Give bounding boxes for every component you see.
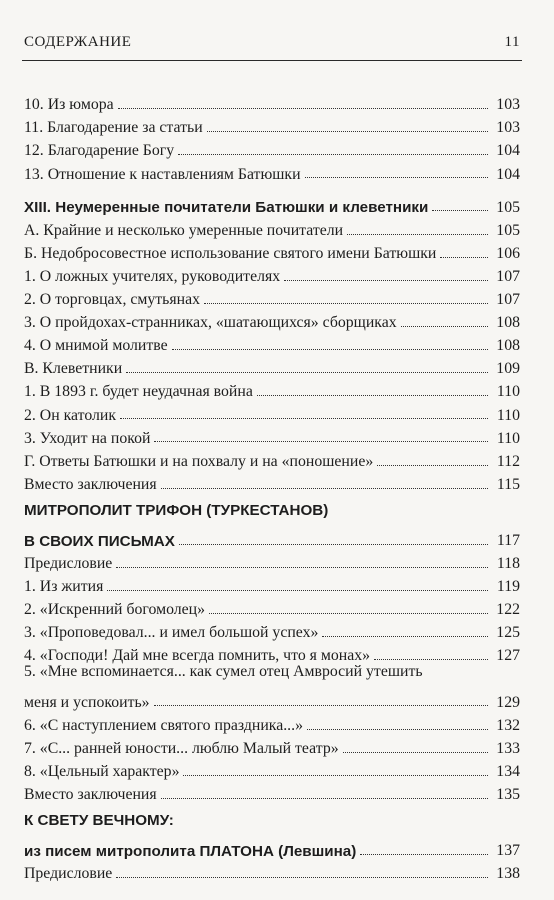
toc-entry-title: А. Крайние и несколько умеренные почитатели xyxy=(24,221,344,239)
toc-entry-title: 2. «Искренний богомолец» xyxy=(24,601,206,619)
dot-leader xyxy=(305,177,488,178)
toc-entry-page: 105 xyxy=(496,198,520,216)
dot-leader xyxy=(322,636,488,637)
toc-entry xyxy=(24,377,520,400)
dot-leader xyxy=(178,154,488,155)
dot-leader xyxy=(172,349,488,350)
toc-entry-page: 138 xyxy=(496,865,520,883)
toc-entry-title: Предисловие xyxy=(24,555,113,573)
toc-entry-title: 3. Уходит на покой xyxy=(24,429,151,447)
dot-leader xyxy=(179,544,488,545)
toc-entry-page: 122 xyxy=(496,601,520,619)
dot-leader xyxy=(284,280,488,281)
dot-leader xyxy=(118,108,488,109)
toc-section-entry xyxy=(24,192,520,215)
toc-entry xyxy=(24,400,520,423)
toc-entry-title: 1. О ложных учителях, руководителях xyxy=(24,267,281,285)
toc-entry-page: 105 xyxy=(496,221,520,239)
toc-entry-title: Г. Ответы Батюшки и на похвалу и на «поношение» xyxy=(24,452,374,470)
toc-entry-page: 118 xyxy=(496,555,520,573)
toc-entry-page: 129 xyxy=(496,693,520,711)
dot-leader xyxy=(154,705,488,706)
toc-entry-title: из писем митрополита ПЛАТОНА (Левшина) xyxy=(24,842,357,860)
running-title: СОДЕРЖАНИЕ xyxy=(24,34,132,50)
toc-entry xyxy=(24,446,520,469)
toc-entry-page: 119 xyxy=(496,578,520,596)
toc-entry xyxy=(24,215,520,238)
toc-entry-title: 1. В 1893 г. будет неудачная война xyxy=(24,383,253,401)
dot-leader xyxy=(107,590,488,591)
toc-entry xyxy=(24,239,520,262)
toc-entry-title: 4. О мнимой молитве xyxy=(24,337,168,355)
toc-entry-page: 135 xyxy=(496,786,520,804)
toc-entry-page: 125 xyxy=(496,624,520,642)
dot-leader xyxy=(126,372,488,373)
toc-entry-title: меня и успокоить» xyxy=(24,693,150,711)
dot-leader xyxy=(440,257,488,258)
toc-entry xyxy=(24,641,520,664)
toc-entry-page: 112 xyxy=(496,452,520,470)
dot-leader xyxy=(347,234,488,235)
toc-entry-page: 108 xyxy=(496,314,520,332)
toc-entry xyxy=(24,618,520,641)
dot-leader xyxy=(360,854,488,855)
toc-entry-title: 4. «Господи! Дай мне всегда помнить, что я монах» xyxy=(24,647,371,665)
dot-leader xyxy=(307,729,488,730)
toc-entry-title: 13. Отношение к наставлениям Батюшки xyxy=(24,165,301,183)
dot-leader xyxy=(343,752,488,753)
toc-entry-page: 110 xyxy=(496,383,520,401)
toc-entry-page: 117 xyxy=(496,531,520,549)
toc-entry-title: 12. Благодарение Богу xyxy=(24,142,175,160)
page-number: 11 xyxy=(504,34,520,50)
toc-entry xyxy=(24,262,520,285)
toc-section-entry xyxy=(24,503,520,549)
toc-entry-title: 8. «Цельный характер» xyxy=(24,762,180,780)
toc-entry xyxy=(24,757,520,780)
toc-entry xyxy=(24,664,520,710)
toc-entry-page: 107 xyxy=(496,267,520,285)
toc-entry-title-line1: МИТРОПОЛИТ ТРИФОН (ТУРКЕСТАНОВ) xyxy=(24,501,329,519)
toc-entry-page: 103 xyxy=(496,119,520,137)
toc-entry-title-line1: К СВЕТУ ВЕЧНОМУ: xyxy=(24,811,174,829)
toc-entry xyxy=(24,734,520,757)
toc-entry-page: 103 xyxy=(496,96,520,114)
table-of-contents xyxy=(24,90,520,882)
toc-entry xyxy=(24,549,520,572)
toc-entry-title: 2. О торговцах, смутьянах xyxy=(24,291,200,309)
toc-entry xyxy=(24,423,520,446)
toc-entry-title: Предисловие xyxy=(24,865,113,883)
toc-entry-page: 104 xyxy=(496,142,520,160)
dot-leader xyxy=(120,418,488,419)
toc-entry xyxy=(24,470,520,493)
dot-leader xyxy=(209,613,488,614)
dot-leader xyxy=(401,326,488,327)
toc-entry-page: 137 xyxy=(496,842,520,860)
toc-entry xyxy=(24,113,520,136)
toc-entry xyxy=(24,780,520,803)
toc-entry-title: 2. Он католик xyxy=(24,406,117,424)
dot-leader xyxy=(207,131,488,132)
toc-entry xyxy=(24,354,520,377)
toc-entry-title: 3. О пройдохах-странниках, «шатающихся» сборщиках xyxy=(24,314,397,332)
dot-leader xyxy=(183,775,488,776)
toc-entry-title: 6. «С наступлением святого праздника...» xyxy=(24,716,303,734)
dot-leader xyxy=(116,877,488,878)
toc-entry-title: 7. «С... ранней юности... люблю Малый театр» xyxy=(24,739,339,757)
dot-leader xyxy=(377,465,488,466)
dot-leader xyxy=(161,488,488,489)
toc-entry-title: Вместо заключения xyxy=(24,786,157,804)
toc-entry xyxy=(24,331,520,354)
dot-leader xyxy=(161,798,488,799)
toc-entry xyxy=(24,90,520,113)
toc-entry xyxy=(24,308,520,331)
toc-entry-page: 133 xyxy=(496,739,520,757)
toc-section-entry xyxy=(24,813,520,859)
toc-entry-page: 107 xyxy=(496,291,520,309)
toc-entry-page: 115 xyxy=(496,475,520,493)
toc-entry-page: 127 xyxy=(496,647,520,665)
toc-entry-page: 109 xyxy=(496,360,520,378)
toc-entry-title: 11. Благодарение за статьи xyxy=(24,119,203,137)
toc-entry-page: 110 xyxy=(496,429,520,447)
dot-leader xyxy=(432,210,488,211)
dot-leader xyxy=(116,567,488,568)
toc-entry-title: XIII. Неумеренные почитатели Батюшки и клеветники xyxy=(24,199,429,217)
header-rule xyxy=(22,60,522,61)
dot-leader xyxy=(204,303,488,304)
toc-entry-page: 108 xyxy=(496,337,520,355)
toc-entry-page: 134 xyxy=(496,762,520,780)
toc-entry xyxy=(24,159,520,182)
toc-entry xyxy=(24,859,520,882)
dot-leader xyxy=(374,659,488,660)
toc-entry-page: 132 xyxy=(496,716,520,734)
toc-entry-title: 1. Из жития xyxy=(24,578,104,596)
toc-entry-title: В СВОИХ ПИСЬМАХ xyxy=(24,532,175,550)
toc-entry-title: 3. «Проповедовал... и имел большой успех» xyxy=(24,624,319,642)
toc-entry-title: В. Клеветники xyxy=(24,360,123,378)
running-header xyxy=(24,34,520,51)
toc-entry-title: 10. Из юмора xyxy=(24,96,114,114)
toc-entry xyxy=(24,285,520,308)
toc-entry-page: 104 xyxy=(496,165,520,183)
toc-entry-page: 110 xyxy=(496,406,520,424)
toc-entry xyxy=(24,136,520,159)
dot-leader xyxy=(257,395,488,396)
toc-entry-title-line1: 5. «Мне вспоминается... как сумел отец Амвросий утешить xyxy=(24,663,423,681)
toc-entry xyxy=(24,572,520,595)
dot-leader xyxy=(154,441,488,442)
toc-entry-page: 106 xyxy=(496,244,520,262)
toc-entry xyxy=(24,595,520,618)
toc-entry-title: Вместо заключения xyxy=(24,475,157,493)
toc-entry-title: Б. Недобросовестное использование святого имени Батюшки xyxy=(24,244,437,262)
toc-entry xyxy=(24,710,520,733)
